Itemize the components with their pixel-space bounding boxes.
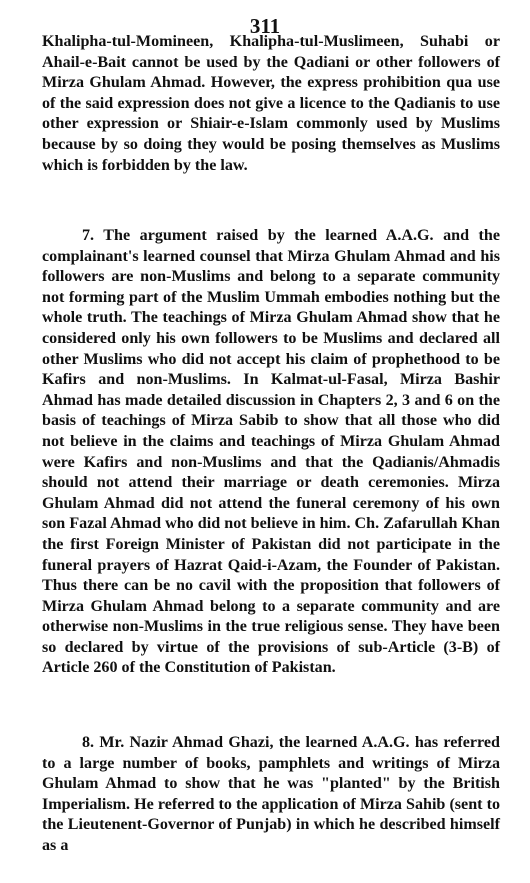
- paragraph-text: 8. Mr. Nazir Ahmad Ghazi, the learned A.A.G. has referred to a large number of books, pamphlets and writings of Mirza Ghulam Ahmad to show that he was "planted" by the British Imperialism. He referred to the application of Mirza Sahib (sent to the Lieutenent-Governor of Punjab) in which he described himself as a: [42, 734, 500, 854]
- paragraph-text: 7. The argument raised by the learned A.A.G. and the complainant's learned counsel that Mirza Ghulam Ahmad and his followers are non-Muslims and belong to a separate community not forming part of the Muslim Ummah embodies nothing but the whole truth. The teachings of Mirza Ghulam Ahmad show that he considered only his own followers to be Muslims and declared all other Muslims who did not accept his claim of prophethood to be Kafirs and non-Muslims. In Kalmat-ul-Fasal, Mirza Bashir Ahmad has made detailed discussion in Chapters 2, 3 and 6 on the basis of teachings of Mirza Sabib to show that all those who did not believe in the claims and teachings of Mirza Ghulam Ahmad were Kafirs and non-Muslims and that the Qadianis/Ahmadis should not attend their marriage or death ceremonies. Mirza Ghulam Ahmad did not attend the funeral ceremony of his own son Fazal Ahmad who did not believe in him. Ch. Zafarullah Khan the first Foreign Minister of Pakistan did not participate in the funeral prayers of Hazrat Qaid-i-Azam, the Founder of Pakistan. Thus there can be no cavil with the proposition that followers of Mirza Ghulam Ahmad belong to a separate community and are otherwise non-Muslims in the true religious sense. They have been so declared by virtue of the provisions of sub-Article (3-B) of Article 260 of the Constitution of Pakistan.: [42, 227, 500, 677]
- paragraph-continued: [42, 32, 500, 176]
- paragraph-text: Khalipha-tul-Momineen, Khalipha-tul-Muslimeen, Suhabi or Ahail-e-Bait cannot be used by the Qadiani or other followers of Mirza Ghulam Ahmad. However, the express prohibition qua use of the said expression does not give a licence to the Qadianis to use other expression or Shiair-e-Islam commonly used by Muslims because by so doing they would be posing themselves as Muslims which is forbidden by the law.: [42, 33, 500, 174]
- paragraph-7: [42, 226, 500, 679]
- paragraph-8: [42, 733, 500, 857]
- page-number: 311: [249, 14, 281, 38]
